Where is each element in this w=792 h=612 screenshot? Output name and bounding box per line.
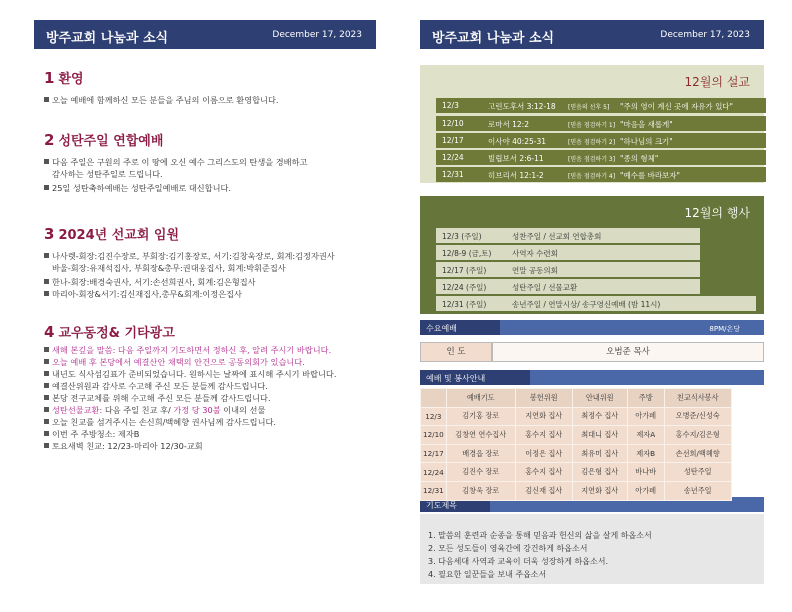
table-row: 12/3 김기홍 장로 지연화 집사 최정수 집사 아가페 오병준/신성숙 [421,407,732,426]
event-row: 12/8-9 (금,토) 사역자 수련회 [436,245,700,260]
notice-item-3: 내년도 식사섬김표가 준비되었습니다. 원하시는 날짜에 표시해 주시기 바랍니다. [44,369,384,381]
header-date: December 17, 2023 [272,30,362,40]
notice-item-7: 오늘 친교를 섬겨주시는 손신희/백혜향 권사님께 감사드립니다. [44,417,384,429]
officers-item-1: 나사렛-회장:김진수장로, 부회장:김기홍장로, 서기:김창욱장로, 회계:김정자권사 바울-회장:유재석집사, 부회장&총무:권대웅집사, 회계:박휘준집사 [44,251,384,274]
notices-title: 4 교우동정& 기타광고 [44,323,175,341]
officers-title: 3 2024년 선교회 임원 [44,225,180,243]
event-row: 12/31 (주일) 송년주일 / 연말시상/ 송구영신예배 (밤 11시) [436,296,756,311]
events-box [420,196,764,314]
notice-item-9: 토요새벽 친교: 12/23-마리아 12/30-교회 [44,441,384,453]
table-row: 12/10 김창연 연수집사 홍수지 집사 최대니 집사 제자A 홍수지/김은형 [421,426,732,445]
left-header [34,20,376,49]
welcome-title: 1 환영 [44,69,84,87]
prayer-label: 기도제목 [426,501,457,510]
table-row: 12/31 김창욱 장로 김신재 집사 지연화 집사 아가페 송년주일 [421,481,732,500]
events-title: 12월의 행사 [684,206,750,220]
service-label: 예배 및 봉사안내 [426,374,486,383]
prayer-item: 2. 모든 성도들이 영육간에 강건하게 하옵소서 [428,544,588,553]
table-header-row: 예배기도 봉헌위원 안내위원 주방 친교식사봉사 [421,389,732,408]
service-bar [420,370,764,385]
header-title: 방주교회 나눔과 소식 [46,31,169,46]
event-row: 12/17 (주일) 연말 공동의회 [436,262,700,277]
wednesday-label: 수요예배 [426,324,457,333]
sermon-row: 12/3 고린도후서 3:12-18 [믿음의 선후 5] "주의 영이 계신 곳에 자유가 있다" [436,98,766,113]
prayer-box [420,514,764,584]
sermon-row: 12/17 이사야 40:25-31 [믿음 점검하기 2] "하나님의 크기" [436,133,766,148]
sermon-row: 12/24 빌립보서 2:6-11 [믿음 점검하기 3] "종의 형체" [436,150,766,165]
wednesday-bar [420,320,764,335]
notice-item-6: 성탄선물교환: 다음 주일 친교 후/ 가정 당 30불 이내의 선물 [44,405,384,417]
notice-item-8: 이번 주 주방청소: 제자B [44,429,384,441]
notice-item-4: 예결산위원과 감사로 수고해 주신 모든 분들께 감사드립니다. [44,381,384,393]
notice-item-2: 오늘 예배 후 본당에서 예결산안 채택의 안건으로 공동의회가 있습니다. [44,357,384,369]
table-row: 12/17 배경읍 장로 이정은 집사 최유미 집사 제자B 손선희/백혜향 [421,444,732,463]
officers-item-3: 마리아-회장&서기:김신재집사,총무&회계:이정은집사 [44,289,384,301]
right-page [396,0,792,612]
officers-item-2: 한나-회장:배경숙권사, 서기:손선희권사, 회계:김은형집사 [44,277,384,289]
christmas-item-1: 다음 주일은 구원의 주로 이 땅에 오신 예수 그리스도의 탄생을 경배하고 감사하는 성탄주일로 드립니다. [44,157,384,180]
event-row: 12/24 (주일) 성탄주일 / 선물교환 [436,279,700,294]
event-row: 12/3 (주일) 성찬주일 / 선교회 연합총회 [436,228,700,243]
header-title-right: 방주교회 나눔과 소식 [432,31,555,46]
sermon-row: 12/10 로마서 12:2 [믿음 점검하기 1] "마음을 새롭게" [436,116,766,131]
wednesday-row [420,342,764,362]
prayer-item: 1. 말씀의 훈련과 순종을 통해 믿음과 헌신의 삶을 살게 하옵소서 [428,531,652,540]
header-date-right: December 17, 2023 [660,30,750,40]
sermon-row: 12/31 히브리서 12:1-2 [믿음 점검하기 4] "예수를 바라보자" [436,167,766,182]
christmas-title: 2 성탄주일 연합예배 [44,131,164,149]
christmas-item-2: 25일 성탄축하예배는 성탄주일예배로 대신합니다. [44,183,384,195]
prayer-item: 4. 필요한 일꾼들을 보내 주옵소서 [428,570,547,579]
sermon-title: 12월의 설교 [684,75,750,89]
notice-item-5: 본당 전구교체를 위해 수고해 주신 모든 분들께 감사드립니다. [44,393,384,405]
notice-item-1: 새해 본깊을 말씀: 다음 주일까지 기도하면서 정하신 후, 알려 주시기 바랍니다. [44,345,384,357]
leader-label: 인 도 [420,342,492,362]
welcome-item: 오늘 예배에 함께하신 모든 분들을 주님의 이름으로 환영합니다. [44,95,384,107]
prayer-item: 3. 다음세대 사역과 교육이 더욱 성장하게 하옵소서. [428,557,608,566]
service-table [420,388,732,501]
leader-name: 오범준 목사 [492,342,764,362]
wednesday-time: 8PM/온당 [709,325,740,333]
right-header [420,20,764,49]
sermon-box [420,65,764,183]
table-row: 12/24 김진수 장로 홍수지 집사 김은형 집사 바나바 성탄주일 [421,463,732,482]
